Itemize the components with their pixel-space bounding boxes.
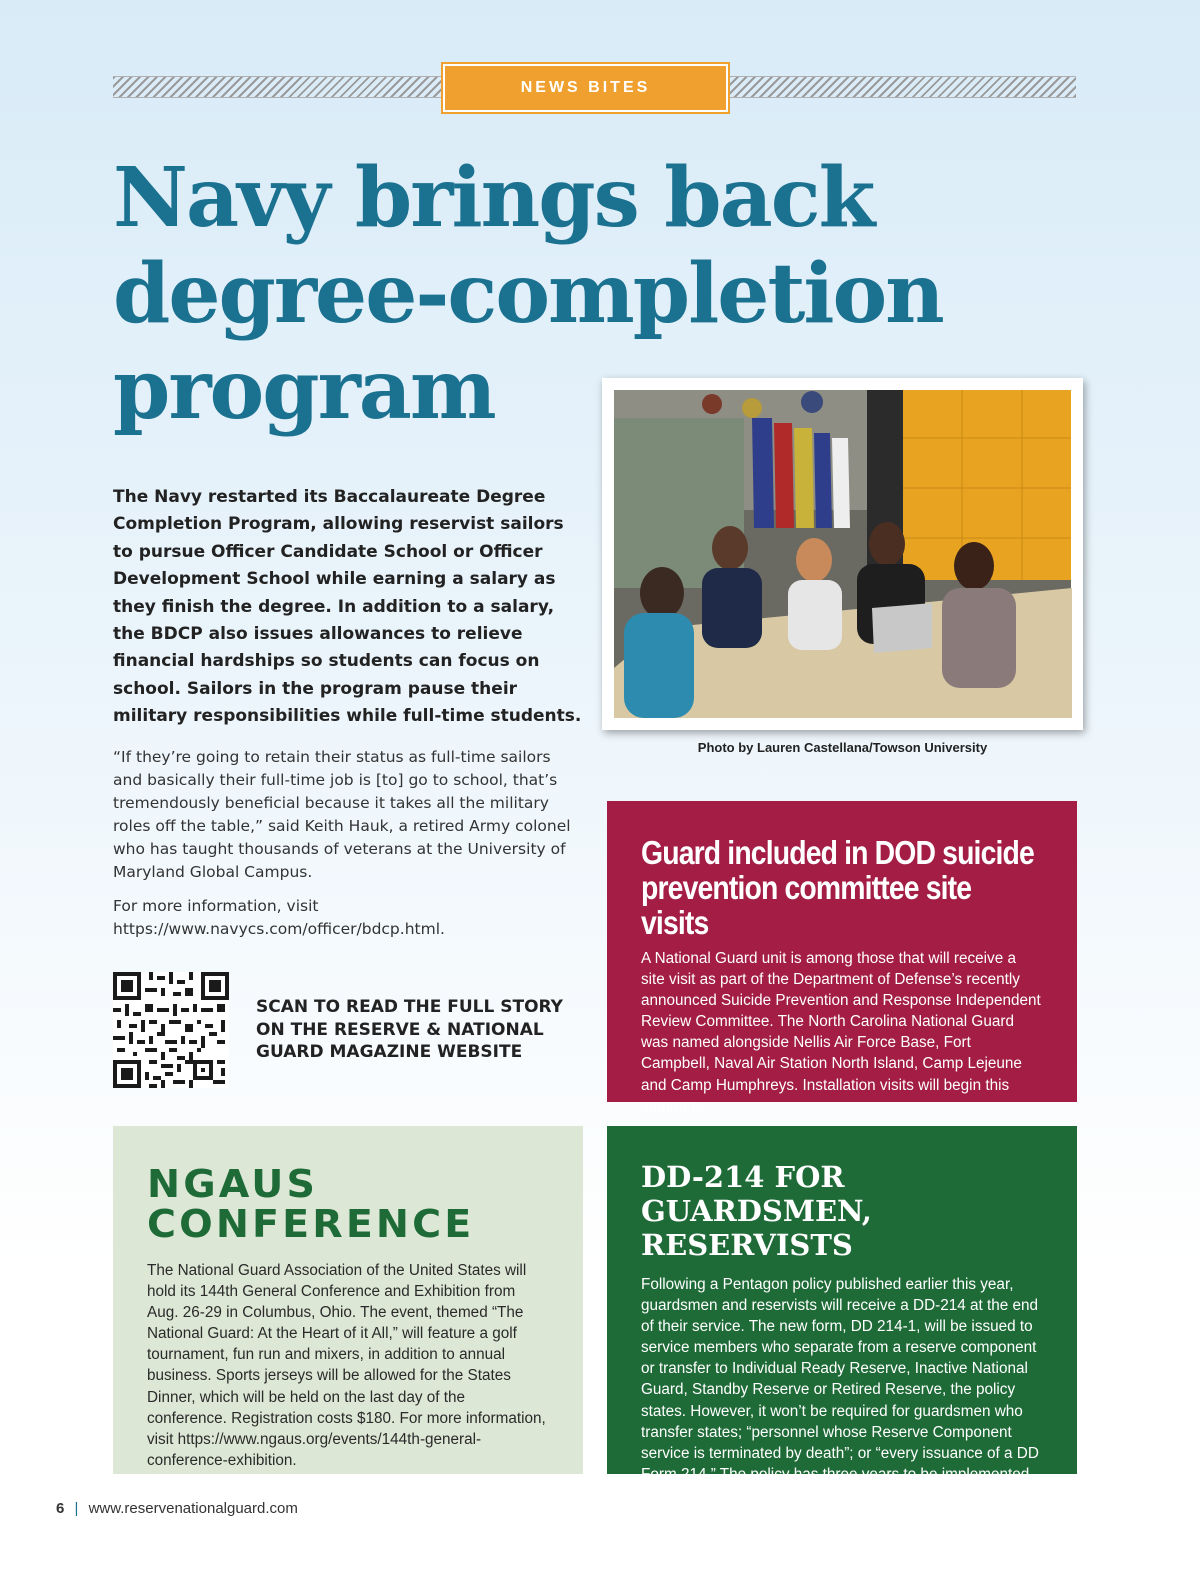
suicide-prevention-box (607, 801, 1077, 1115)
lede-paragraph: The Navy restarted its Baccalaureate Degree Completion Program, allowing reservist sailors to pursue Officer Candidate School or Officer Development School while earning a salary as they finish the degree. In addition to a salary, the BDCP also issues allowances to relieve financial hardships so students can focus on school. Sailors in the program pause their military responsibilities while full-time students. (113, 487, 582, 727)
quote-paragraph: “If they’re going to retain their status as full-time sailors and basically their full-time job is [to] go to school, that’s tremendously beneficial because it takes all the military roles off the table,” said Keith Hauk, a retired Army colonel who has taught thousands of veterans at the University of Maryland Global Campus. (113, 748, 571, 881)
section-tag: NEWS BITES (443, 64, 728, 112)
dd214-body: Following a Pentagon policy published earlier this year, guardsmen and reservists will receive a DD-214 at the end of their service. The new form, DD 214-1, will be issued to service members who separate from a reserve component or transfer to Individual Ready Reserve, Inactive National Guard, Standby Reserve or Retired Reserve, the policy states. However, it won’t be required for guardsmen who transfer states; “personnel whose Reserve Component service is terminated by death”; or “every issuance of a DD Form 214.” The policy has three years to be implemented. (641, 1276, 1039, 1483)
photo-caption: Photo by Lauren Castellana/Towson University (697, 740, 988, 755)
qr-code[interactable] (113, 972, 229, 1088)
ngaus-conference-box (113, 1126, 583, 1474)
header-rule-right (728, 76, 1076, 98)
ngaus-conference-body: The National Guard Association of the United States will hold its 144th General Conference and Exhibition from Aug. 26-29 in Columbus, Ohio. The event, themed “The National Guard: At the Heart of it All,” will feature a golf tournament, fun run and mixers, in addition to annual business. Sports jerseys will be allowed for the States Dinner, which will be held on the last day of the conference. Registration costs $180. For more information, visit https://www.ngaus.org/events/144th-general-conference-exhibition. (147, 1262, 546, 1469)
dd214-title: DD-214 FOR GUARDSMEN, RESERVISTS (641, 1160, 872, 1262)
scan-cta: SCAN TO READ THE FULL STORY ON THE RESERVE & NATIONAL GUARD MAGAZINE WEBSITE (256, 997, 563, 1062)
article-photo (602, 378, 1083, 730)
suicide-prevention-body: A National Guard unit is among those that will receive a site visit as part of the Department of Defense’s recently announced Suicide Prevention and Response Independent Review Committee. The North Carolina National Guard was named alongside Nellis Air Force Base, Fort Campbell, Naval Air Station North Island, Camp Lejeune and Camp Humphreys. Installation visits will begin this summer. (641, 950, 1041, 1115)
footer-divider: | (74, 1500, 79, 1517)
more-info-paragraph: For more information, visit https://www.navycs.com/officer/bdcp.html. (113, 897, 445, 938)
page-number: 6 (56, 1500, 65, 1517)
page-footer (56, 1500, 298, 1517)
footer-url[interactable]: www.reservenationalguard.com (88, 1500, 298, 1517)
ngaus-conference-title: NGAUS CONFERENCE (147, 1162, 475, 1246)
header-rule-left (113, 76, 443, 98)
headline: Navy brings back degree-completion program (113, 150, 943, 438)
dd214-box (607, 1126, 1077, 1483)
suicide-prevention-title: Guard included in DOD suicide prevention committee site visits (641, 834, 1034, 941)
photo-image (602, 378, 1083, 730)
